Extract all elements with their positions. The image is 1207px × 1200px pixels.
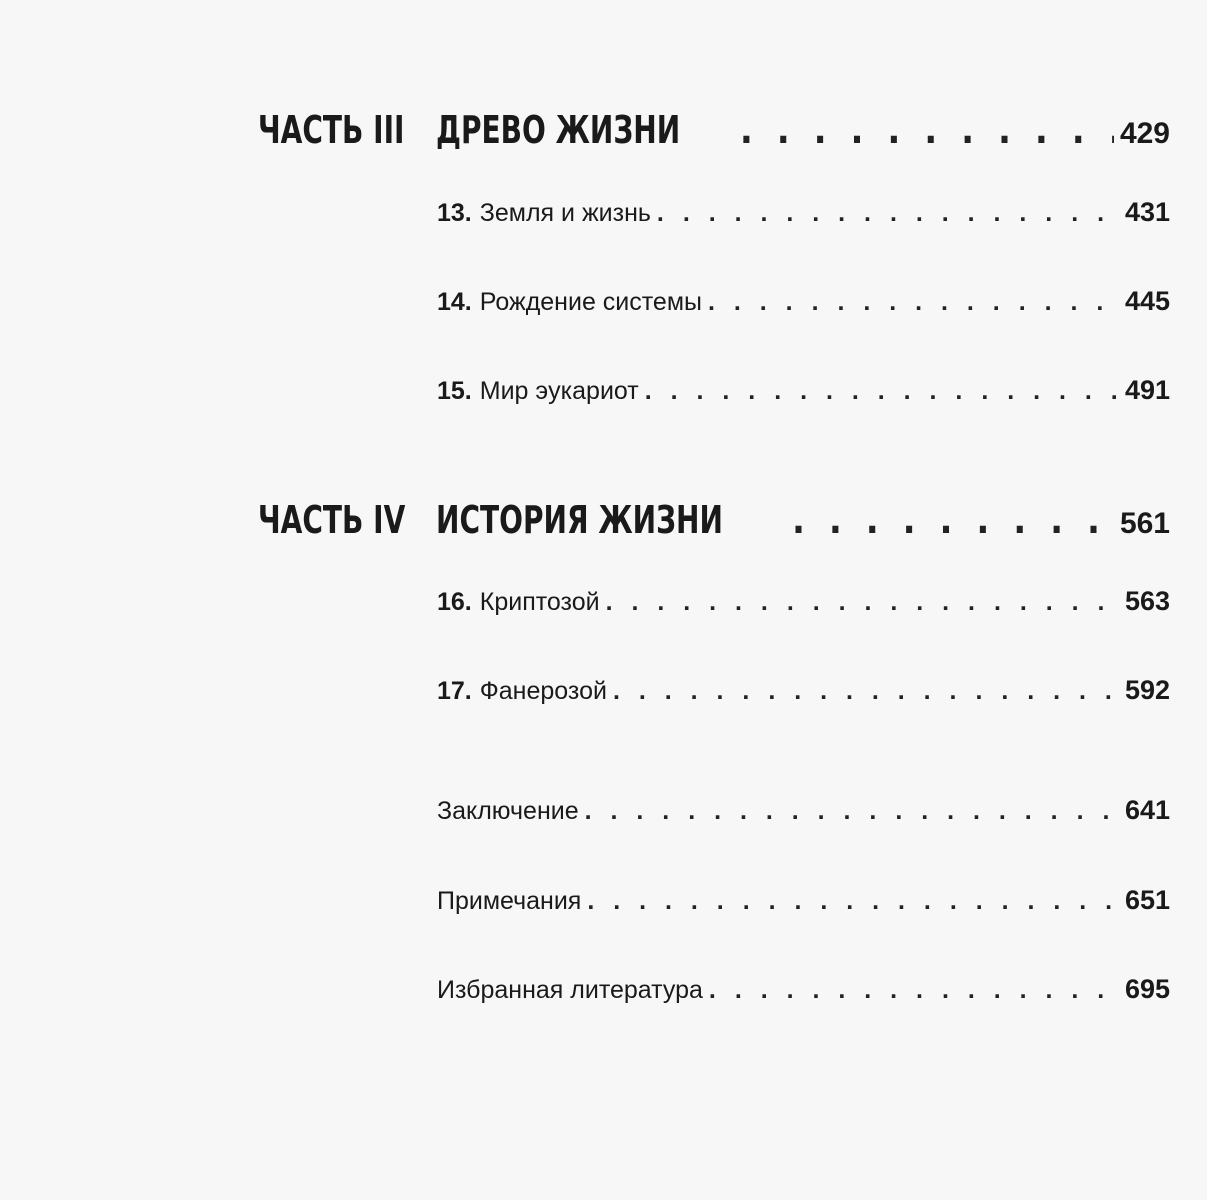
- chapter-number: 14.: [437, 288, 472, 316]
- dot-leader: [587, 887, 1119, 916]
- part-label: ЧАСТЬ IV: [258, 498, 406, 542]
- page-number: 445: [1124, 286, 1170, 316]
- dot-leader: [645, 377, 1119, 406]
- chapter-number: 13.: [437, 199, 472, 227]
- dot-leader: [585, 797, 1119, 826]
- toc-chapter-row: [437, 197, 1170, 228]
- page-number: 491: [1124, 375, 1170, 405]
- toc-chapter-row: [437, 586, 1170, 617]
- dot-leader: [657, 199, 1119, 228]
- toc-backmatter-row: [437, 795, 1170, 826]
- chapter-title: Мир эукариот: [479, 377, 639, 405]
- toc-backmatter-row: [437, 974, 1170, 1005]
- dot-leader: [709, 976, 1119, 1005]
- backmatter-title: Избранная литература: [437, 976, 703, 1004]
- toc-chapter-row: [437, 675, 1170, 706]
- part-label: ЧАСТЬ III: [258, 108, 405, 152]
- page-number: 695: [1124, 974, 1170, 1004]
- chapter-title: Фанерозой: [479, 677, 607, 705]
- page-number: 563: [1124, 586, 1170, 616]
- chapter-number: 17.: [437, 677, 472, 705]
- chapter-title: Рождение системы: [479, 288, 702, 316]
- page-number: 651: [1124, 885, 1170, 915]
- dot-leader: [606, 588, 1119, 617]
- dot-leader: [740, 108, 1114, 152]
- chapter-title: Земля и жизнь: [479, 199, 651, 227]
- page-number: 431: [1124, 197, 1170, 227]
- toc-part-row: [258, 108, 1170, 152]
- page-number: 641: [1124, 795, 1170, 825]
- chapter-number: 16.: [437, 588, 472, 616]
- toc-part-row: [258, 498, 1170, 542]
- chapter-number: 15.: [437, 377, 472, 405]
- part-title: ИСТОРИЯ ЖИЗНИ: [436, 498, 723, 542]
- dot-leader: [613, 677, 1119, 706]
- dot-leader: [792, 498, 1114, 542]
- toc-chapter-row: [437, 375, 1170, 406]
- part-title: ДРЕВО ЖИЗНИ: [436, 108, 681, 152]
- page-number: 561: [1119, 507, 1170, 540]
- chapter-title: Криптозой: [479, 588, 600, 616]
- toc-chapter-row: [437, 286, 1170, 317]
- dot-leader: [708, 288, 1119, 317]
- page-number: 429: [1119, 117, 1170, 150]
- backmatter-title: Примечания: [437, 887, 582, 915]
- toc-backmatter-row: [437, 885, 1170, 916]
- page-number: 592: [1124, 675, 1170, 705]
- backmatter-title: Заключение: [437, 797, 579, 825]
